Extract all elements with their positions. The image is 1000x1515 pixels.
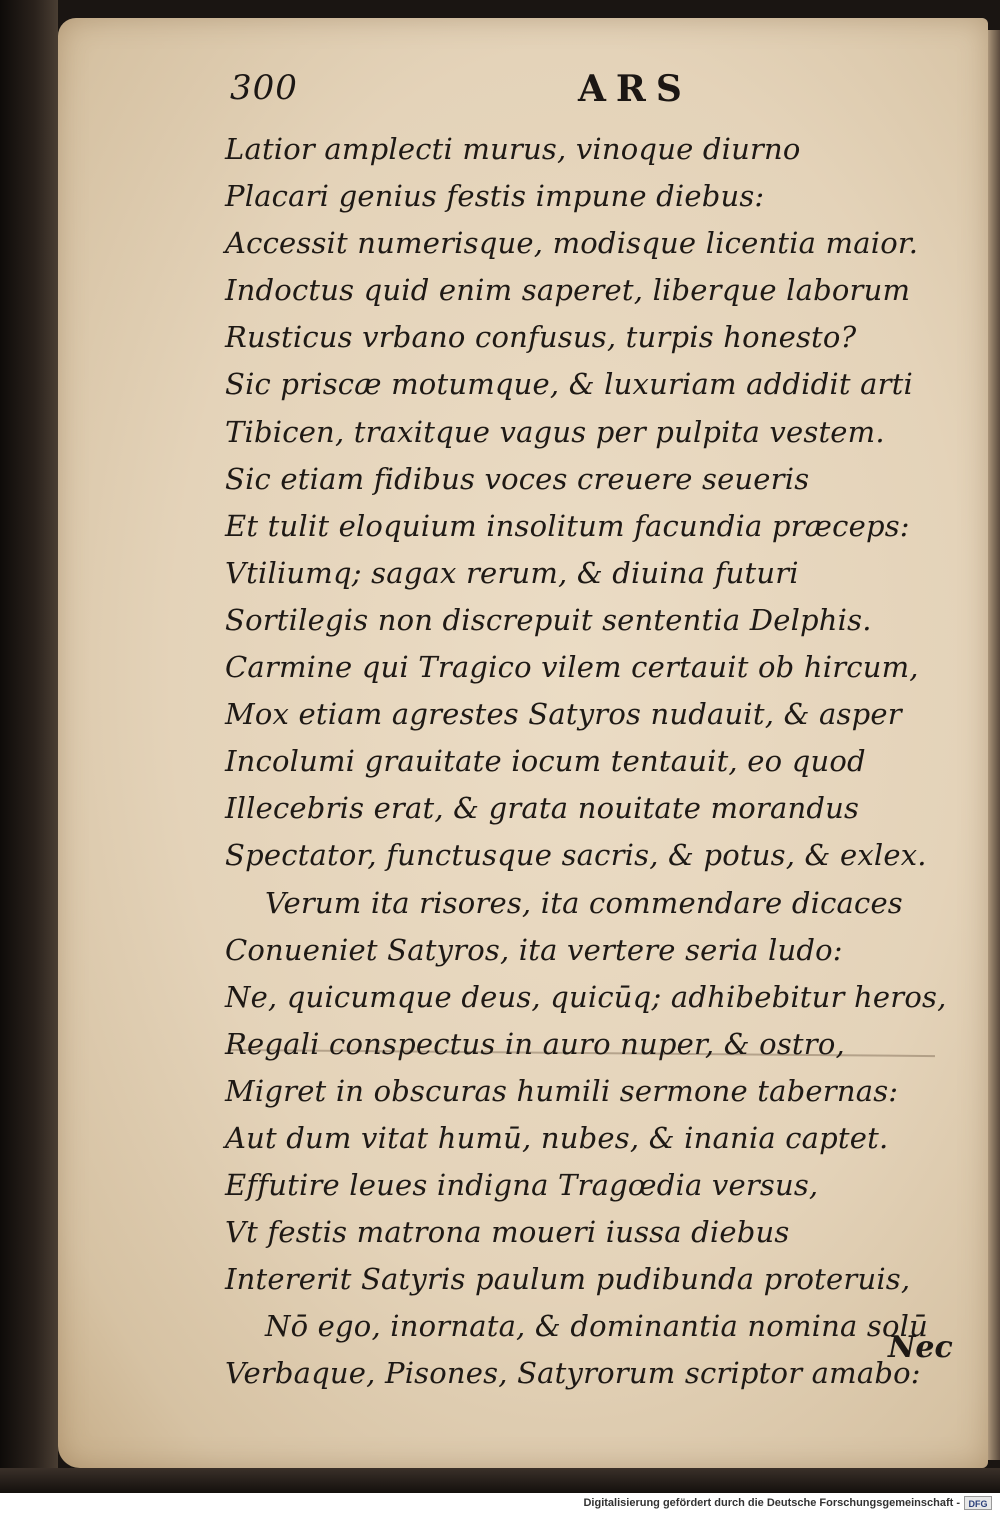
verse-line: Placari genius festis impune diebus: xyxy=(225,179,765,214)
verse-line: Aut dum vitat humū, nubes, & inania captet. xyxy=(225,1120,889,1155)
verse-line: Intererit Satyris paulum pudibunda proteruis, xyxy=(225,1262,911,1297)
verse-line: Accessit numerisque, modisque licentia maior. xyxy=(225,226,919,261)
verse-line: Et tulit eloquium insolitum facundia præceps: xyxy=(225,508,910,543)
book-bottom-edge xyxy=(0,1468,1000,1493)
page-header xyxy=(230,68,710,118)
verse-line: Effutire leues indigna Tragœdia versus, xyxy=(225,1168,819,1203)
verse-line: Vt festis matrona moueri iussa diebus xyxy=(225,1215,790,1250)
verse-line: Carmine qui Tragico vilem certauit ob hircum, xyxy=(225,650,919,685)
verse-line: Vtiliumq; sagax rerum, & diuina futuri xyxy=(225,555,799,590)
verse-line: Tibicen, traxitque vagus per pulpita vestem. xyxy=(225,414,885,449)
verse-line: Migret in obscuras humili sermone tabernas: xyxy=(225,1073,899,1108)
verse-line: Verbaque, Pisones, Satyrorum scriptor amabo: xyxy=(225,1356,921,1391)
running-head: ARS xyxy=(578,68,692,110)
verse-line: Ne, quicumque deus, quicūq; adhibebitur heros, xyxy=(225,979,947,1014)
dfg-logo-icon: DFG xyxy=(964,1496,992,1510)
verse-line: Rusticus vrbano confusus, turpis honesto? xyxy=(225,320,857,355)
verse-line: Sic etiam fidibus voces creuere seueris xyxy=(225,461,810,496)
verse-line-indented: Nō ego, inornata, & dominantia nomina solū xyxy=(265,1309,928,1344)
verse-line: Sortilegis non discrepuit sententia Delphis. xyxy=(225,602,872,637)
digitization-footer xyxy=(0,1493,1000,1515)
verse-line: Incolumi grauitate iocum tentauit, eo quod xyxy=(225,744,866,779)
catchword: Nec xyxy=(888,1330,953,1365)
verse-text-block xyxy=(225,126,955,1398)
verse-line: Illecebris erat, & grata nouitate morandus xyxy=(225,791,860,826)
page-number: 300 xyxy=(230,68,298,108)
verse-line-indented: Verum ita risores, ita commendare dicaces xyxy=(265,885,903,920)
funding-credit: Digitalisierung gefördert durch die Deutsche Forschungsgemeinschaft - xyxy=(583,1497,960,1509)
verse-line: Sic priscæ motumque, & luxuriam addidit arti xyxy=(225,367,913,402)
verse-line: Mox etiam agrestes Satyros nudauit, & asper xyxy=(225,697,902,732)
verse-line: Conueniet Satyros, ita vertere seria ludo: xyxy=(225,932,843,967)
verse-line: Spectator, functusque sacris, & potus, & exlex. xyxy=(225,838,927,873)
book-gutter-shadow xyxy=(0,0,58,1493)
verse-line: Indoctus quid enim saperet, liberque laborum xyxy=(225,273,911,308)
verse-line: Latior amplecti murus, vinoque diurno xyxy=(225,132,801,166)
verse-line: Regali conspectus in auro nuper, & ostro, xyxy=(225,1026,845,1061)
